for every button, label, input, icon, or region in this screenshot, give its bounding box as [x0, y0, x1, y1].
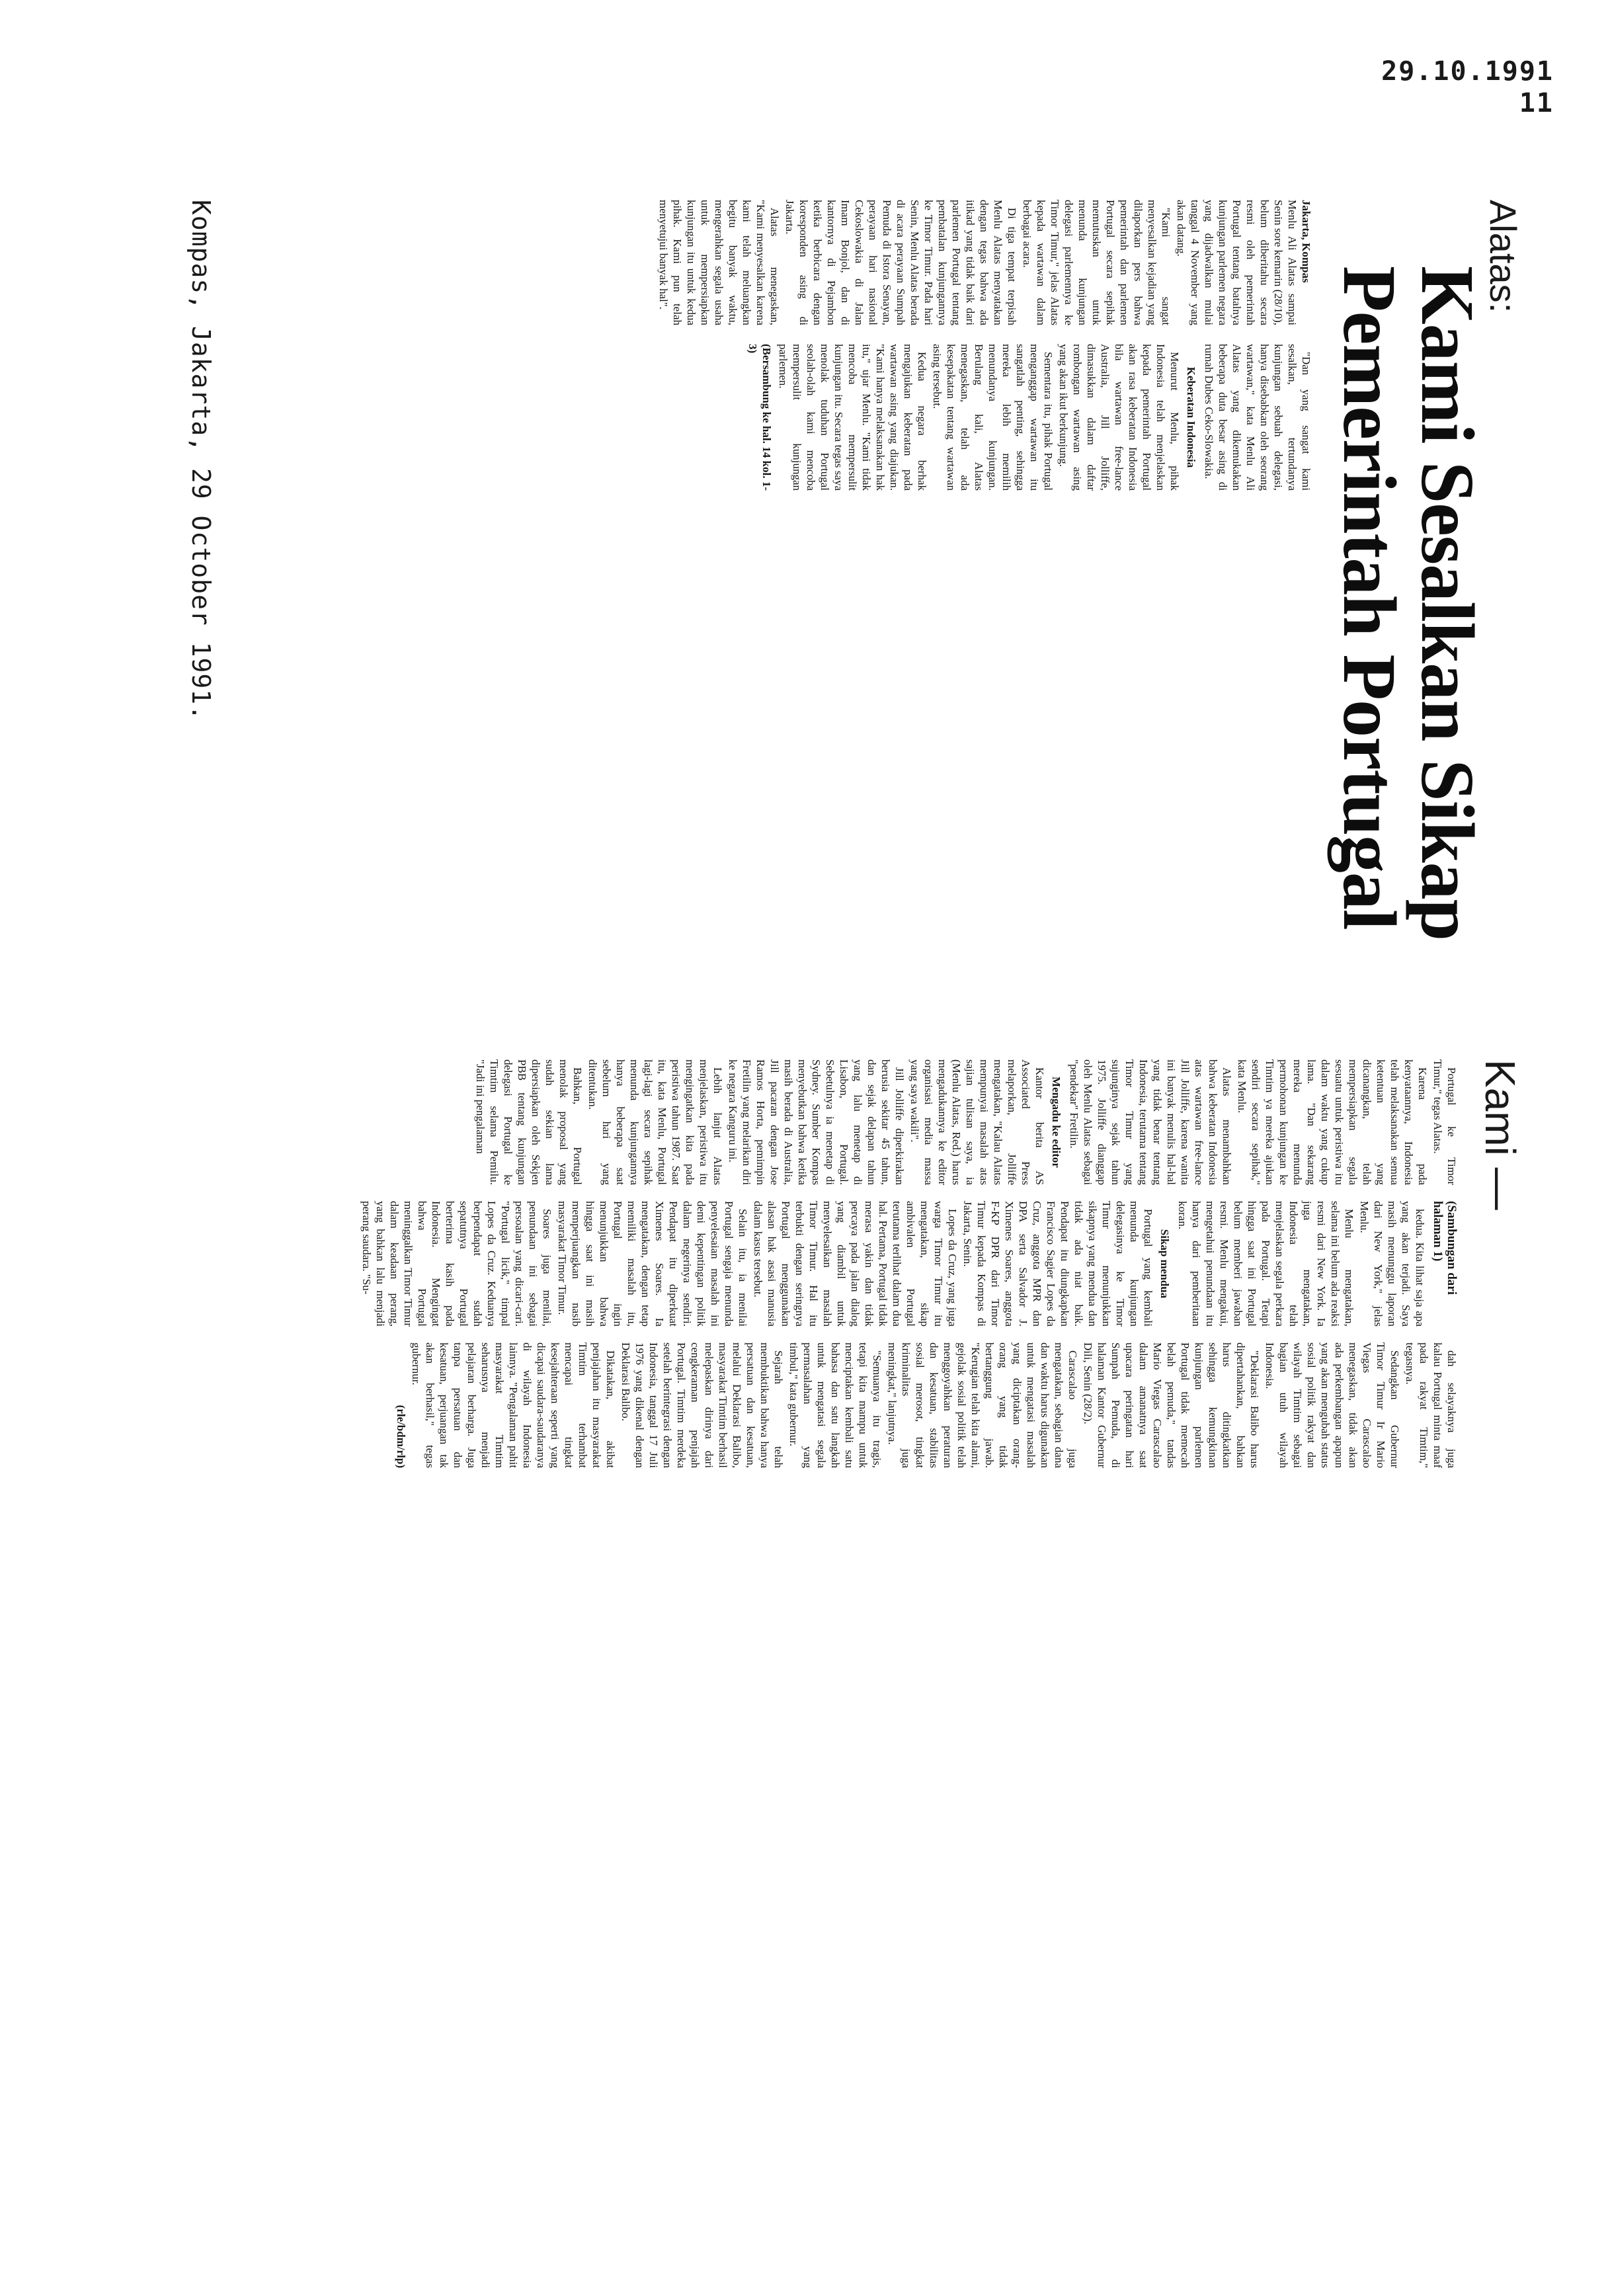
front-page-columns	[655, 200, 1313, 491]
continued-from-note: (Sambungan dari halaman 1)	[1431, 1201, 1459, 1295]
paragraph: Sementara itu, pihak Portugal menganggap wartawan itu sangatlah penting, sehingga mereka lebih memilih menundanya kunjungan. Berulang kali, Alatas menegaskan, telah ada kesepakatan tentang wartawan asing tersebut.	[931, 344, 1055, 491]
continuation-note: (Bersambung ke hal. 14 kol. 1-3)	[746, 344, 773, 491]
newspaper-clipping	[186, 200, 1525, 2151]
paragraph: Alatas menambahkan bahwa keberatan Indonesia atas wartawan free-lance Jill Jolliffe, karena wanita ini banyak menulis hal-hal yang tidak benar tentang Indonesia, terutama tentang Timor Timur yang sujunginya sejak tahun 1975. Jolliffe dianggap oleh Menlu Alatas sebagai "pendekar" Fretilin.	[1068, 1059, 1233, 1185]
lead-text: Menlu Ali Alatas sampai Senin sore kemarin (28/10), belum diberitahu secara resmi oleh pemerintah Portugal tentang batalnya kunjungan parlemen negara yang dijadwalkan mulai tanggal 4 November yang akan datang.	[1175, 200, 1299, 325]
author-initials: (rle/bdm/rlp)	[395, 1405, 407, 1468]
headline-line-1: Kami Sesalkan Sikap	[1406, 266, 1490, 941]
headline-line-2: Pemerintah Portugal	[1328, 266, 1412, 930]
paragraph: Karena pada kenyataannya, Indonesia telah melaksanakan semua ketentuan yang dicanangkan, telah mempersiapkan segala sesuatu untuk peristiwa itu dalam waktu yang cukup lama. "Dan sekarang mereka menunda permohonan kunjungan ke Timtim ya mereka ajukan sendiri secara sepihak," kata Menlu.	[1236, 1059, 1429, 1185]
paragraph: Sejarah telah membuktikan bahwa hanya persatuan dan kesatuan, melalui Deklarasi Balibo, masyarakat Timtim berhasil melepaskan dirinya dari cengkeraman penjajah Portugal. Timtim merdeka setelah berintegrasi dengan Indonesia, tanggal 17 Juli 1976 yang dikenal dengan Deklarasi Balibo.	[620, 1342, 785, 1468]
paragraph: Portugal yang kembali menunda kunjungan delegasinya ke Timor Timur menunjukkan sikapnya yang mendua dan tidak ada niat baik. Pendapat itu diungkapkan Francisco Sagier Lopes da Cruz, anggota MPR dan DPA serta Salvador J. Ximenes Soares, anggota F-KP DPR dari Timor Timur kepada Kompas di Jakarta, Senin.	[961, 1201, 1154, 1327]
dateline: Jakarta, Kompas	[1300, 200, 1312, 283]
column-5	[358, 1342, 1459, 1468]
paragraph: Sedangkan Gubernur Timor Timur Ir Mario Viegas Carascalao menegaskan, tidak akan ada perkembangan apapun yang akan mengubah status sosial politik rakyat dan wilayah Timtim sebagai bagian utuh wilayah Indonesia.	[1264, 1342, 1401, 1468]
lead-paragraph	[1174, 200, 1313, 325]
column-1	[655, 200, 1313, 325]
paragraph: Jill Jolliffe diperkirakan berusia sekitar 45 tahun, dan sejak delapan tahun yang lalu menetap di Lisabon, Portugal. Sebetulnya ia menetap di Sydney. Sumber Kompas menyebutkan bahwa ketika masih berada di Australia, Jill pacaran dengan Jose Ramos Horta, pemimpin Fretilin yang melarikan diri ke negara Kanguru ini.	[727, 1059, 906, 1185]
section-subhead: Keberatan Indonesia	[1185, 366, 1197, 468]
archive-date: 29.10.1991	[1381, 56, 1554, 87]
paragraph: "Kami sangat menyesalkan kejadian yang dilaporkan pers bahwa pemerintah dan parlemen Portugal secara sepihak memutuskan untuk menunda kunjungan delegasi parlemennya ke Timor Timur," jelas Alatas kepada wartawan dalam berbagai acara.	[1021, 200, 1172, 325]
paragraph: Kedua negara berhak mengajukan keberatan pada wartawan asing yang diajukan. "Kami hanya melaksanakan hak itu," ujar Menlu. "Kami tidak mencoba mempersulit kunjungan itu. Secara tegas saya menolak tuduhan Portugal seolah-olah kami mencoba mempersulit kunjungan parlemen.	[777, 344, 928, 491]
paragraph: Lebih lanjut Alatas menjelaskan, peristiwa itu mengingatkan kita pada peristiwa tahun 1987. Saat itu, kata Menlu, Portugal lagi-lagi secara sepihak menunda kunjungannya hanya beberapa saat sebelum hari yang ditentukan.	[586, 1059, 724, 1185]
archive-stamp	[1381, 56, 1554, 119]
paragraph: dah selayaknya juga kalau Portugal minta maaf pada rakyat Timtim," tegasnya.	[1404, 1342, 1458, 1468]
paragraph: Di tiga tempat terpisah Menlu Alatas menyatakan dengan tegas bahwa ada itikad yang tidak baik dari parlemen Portugal tentang pembatalan kunjungannya ke Timor Timur. Pada hari Senin, Menlu Alatas berada di acara perayaan Sumpah Pemuda di Istora Senayan, perayaan hari nasional Cekoslowakia di Jalan Imam Bonjol, dan di kantornya di Pejambon ketika berbicara dengan koresponden asing di Jakarta.	[784, 200, 1018, 325]
column-2	[655, 344, 1313, 491]
paragraph: "Deklarasi Balibo harus dipertahankan, bahkan harus ditingkatkan sehingga kemungkinan kunjungan parlemen Portugal tidak memecah belah pemuda," tandas Mario Viegas Carascalao dalam amanatnya saat upacara peringatan hari Sumpah Pemuda, di halaman Kantor Gubernur Dili, Senin (28/2).	[1082, 1342, 1261, 1468]
article-kicker: Alatas:	[1482, 200, 1524, 313]
section-subhead: Mengadu ke editor	[1050, 1077, 1063, 1168]
archive-page-number: 11	[1519, 88, 1554, 118]
paragraph: Dikatakan, akibat penjajahan itu masyarakat Timtim terhambat mencapai tingkat kesejahteraan seperti yang dicapai saudara-saudaranya di wilayah Indonesia lainnya. "Pengalaman pahit masyarakat Timtim seharusnya menjadi pelajaran berharga. Juga tanpa persatuan dan kesatuan, perjuangan tak akan berhasil," tegas gubernur.	[410, 1342, 617, 1468]
continuation-columns	[358, 1059, 1459, 1468]
paragraph: Alatas menegaskan, "Kami menyesalkan karena kami telah meluangkan begitu banyak waktu, mengerahkan segala usaha untuk mempersiapkan kunjungan itu untuk kedua pihak. Kami pun telah menyetujui banyak hal".	[657, 200, 781, 325]
article-headline	[1328, 266, 1490, 1046]
paragraph: "Semuanya itu tragis, tetapi kita mampu untuk menciptakan kembali satu bahasa dan satu langkah untuk mengatasi segala permasalahan yang timbul," kata gubernur.	[787, 1342, 883, 1468]
paragraph: Carascalao juga mengatakan, sebagian dana dan waktu harus digunakan untuk mengatasi masalah yang diciptakan orang-orang yang tidak bertanggung jawab. "Kerugian telah kita alami, gejolak sosial politik telah menggoyahkan peraturan dan kesatuan, stabilitas sosial merosot, tingkat kriminalitas juga meningkat," lanjutnya.	[886, 1342, 1079, 1468]
column-4	[358, 1201, 1459, 1327]
source-line: Kompas, Jakarta, 29 October 1991.	[186, 200, 216, 721]
paragraph: Menurut Menlu, pihak Indonesia telah menjelaskan kepada pemerintah Portugal akan rasa keberatan Indonesia bila wartawan free-lance Australia, Jill Jolliffe, dimasukkan dalam daftar rombongan wartawan asing yang akan ikut berkunjung.	[1057, 344, 1181, 491]
paragraph: Soares juga menilai, penundaan ini sebagai persoalan yang dicari-cari. "Portugal licik," timpal Lopes da Cruz. Keduanya berpendapat sudah sepatutnya Portugal berterima kasih pada Indonesia. Mengingat bahwa Portugal meninggalkan Timor Timur dalam keadaan perang, yang bahkan lalu menjadi perang saudara. "Su-	[360, 1201, 553, 1327]
section-subhead: Sikap mendua	[1158, 1229, 1171, 1299]
paragraph: Bahkan, Portugal menolak proposal yang sudah sekian lama dipersiapkan oleh Sekjen PBB tentang kunjungan delegasi Portugal ke Timtim selama Pemilu. "Jadi ini pengalaman	[474, 1059, 584, 1185]
paragraph: Selain itu, ia menilai Portugal sengaja menunda penyelesaian masalah ini demi kepentingan politik dalam negerinya sendiri. Pendapat itu diperkuat Ximenes Soares. Ia mengatakan, dengan tetap memiliki masalah itu, Portugal ingin menunjukkan bahwa hingga saat ini masih memperjuangkan nasib masyarakat Timor Timur.	[556, 1201, 749, 1327]
paragraph: Kantor berita AS Associated Press melaporkan, Jolliffe mengatakan, "Kalau Alatas mempunyai masalah atas sajian tulisan saya, ia (Menlu Alatas, Red.) harus mengadukannya ke editor organisasi media massa yang saya wakili".	[908, 1059, 1046, 1185]
paragraph: Portugal ke Timor Timur," tegas Alatas.	[1431, 1059, 1458, 1185]
paragraph: kedua. Kita lihat saja apa yang akan terjadi. Saya masih menunggu laporan dari New York," jelas Menlu.	[1358, 1201, 1426, 1327]
continued-header: Kami —	[1476, 1059, 1524, 1210]
paragraph: Menlu mengatakan, selama ini belum ada reaksi resmi dari New York. Ia juga mengatakan, Indonesia telah menjelaskan segala perkara pada Portugal. Tetapi hingga saat ini Portugal belum memberi jawaban resmi. Menlu mengakui, mengetahui penundaan itu hanya dari pemberitaan koran.	[1176, 1201, 1355, 1327]
paragraph: Lopes da Cruz, yang juga warga Timor Timur itu mengatakan, sikap ambivalen Portugal terutama terlihat dalam dua hal. Pertama, Portugal tidak merasa yakin dan tidak percaya pada jalan dialog yang diambil untuk menyelesaikan masalah Timor Timur. Hal itu terbukti dengan seringnya Portugal menggunakan alasan hak asasi manusia dalam kasus tersebut.	[752, 1201, 959, 1327]
column-3	[358, 1059, 1459, 1185]
paragraph: "Dan yang sangat kami sesalkan, tertundanya kunjungan sebuah delegasi, hanya disebabkan oleh seorang wartawan," kata Menlu Ali Alatas yang dikemukakan beberapa duta besar asing di rumah Dubes Ceko-Slowakia.	[1203, 344, 1312, 491]
